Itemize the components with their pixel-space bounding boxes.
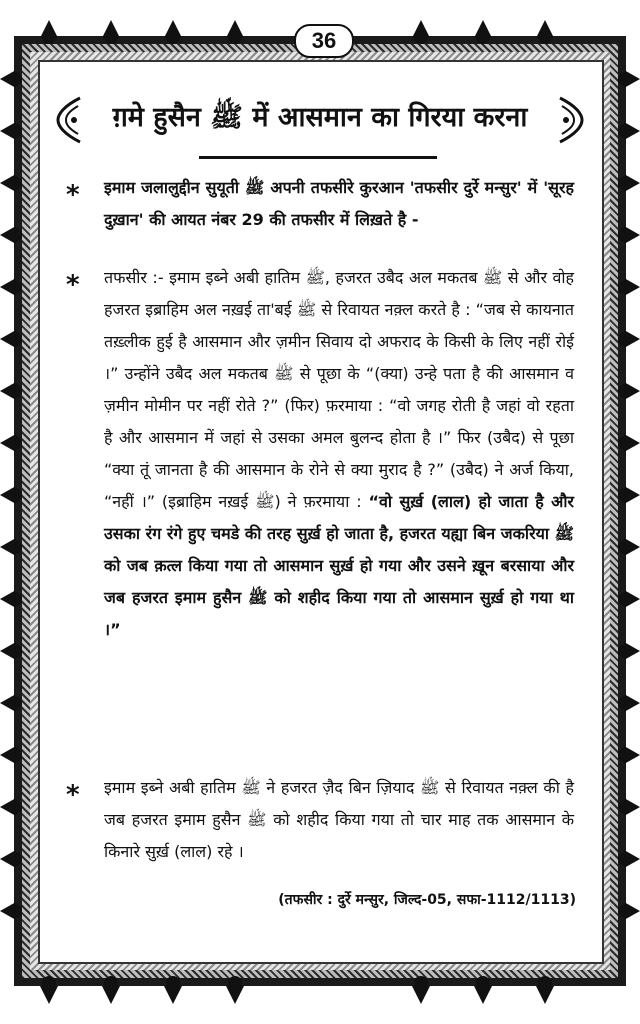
frame-knob <box>618 696 632 710</box>
frame-knob <box>618 488 632 502</box>
paragraph-2 <box>104 262 574 646</box>
left-ornament-icon <box>54 96 84 144</box>
frame-knob <box>618 436 632 450</box>
paragraph-1-text: इमाम जलालुद्दीन सुयूती ﷺ अपनी तफसीरे कुरआन 'तफसीर दुर्रे मन्सुर' में 'सूरह दुख़ान' की आयत नंबर 29 की तफसीर में लिख़ते है - <box>104 178 575 229</box>
bullet-2: * <box>66 270 80 300</box>
frame-knob <box>618 72 632 86</box>
frame-knob <box>618 280 632 294</box>
frame-knob <box>414 30 428 44</box>
paragraph-3 <box>104 772 574 868</box>
frame-knob <box>8 644 22 658</box>
frame-knob <box>618 176 632 190</box>
frame-knob <box>538 30 552 44</box>
frame-knob <box>104 976 118 990</box>
page-number: 36 <box>294 24 354 58</box>
title-block <box>54 92 586 148</box>
frame-knob <box>618 644 632 658</box>
paragraph-2-text: तफसीर :- इमाम इब्ने अबी हातिम ﷺ, हजरत उबैद अल मकतब ﷺ से और वोह हजरत इब्राहिम अल नख़ई ता'बई ﷺ से रिवायत नक़्ल करते है : “जब से कायनात तख़्लीक हुई है आसमान और ज़मीन सिवाय दो अफराद के किसी के लिए नहीं रोई ।” उन्होंने उबैद अल मकतब ﷺ से पूछा के “(क्या) उन्हे पता है की आसमान व ज़मीन मोमीन पर नहीं रोते ?” (फिर) फ़रमाया : “वो जगह रोती है जहां वो रहता है और आसमान में जहां से उसका अमल बुलन्द होता है ।” फिर (उबैद) से पूछा “क्या तूं जानता है की आसमान के रोने से क्या मुराद है ?” (उबैद) ने अर्ज किया, “नहीं ।” (इब्राहिम नख़ई ﷺ) ने फ़रमाया : <box>104 268 574 511</box>
frame-knob <box>618 852 632 866</box>
frame-knob <box>8 592 22 606</box>
frame-knob <box>8 488 22 502</box>
frame-knob <box>618 592 632 606</box>
frame-knob <box>8 72 22 86</box>
frame-knob <box>414 976 428 990</box>
frame-knob <box>618 332 632 346</box>
frame-knob <box>104 30 118 44</box>
frame-knob <box>42 30 56 44</box>
citation: (तफसीर : दुर्रे मन्सुर, जिल्द-05, सफा-1112/1113) <box>278 892 576 908</box>
frame-knob <box>618 228 632 242</box>
frame-knob <box>8 748 22 762</box>
frame-knob <box>8 904 22 918</box>
frame-knob <box>228 976 242 990</box>
frame-knob <box>8 696 22 710</box>
frame-knob <box>8 332 22 346</box>
frame-knob <box>618 124 632 138</box>
frame-knob <box>166 30 180 44</box>
paragraph-3-text: इमाम इब्ने अबी हातिम ﷺ ने हजरत ज़ैद बिन ज़ियाद ﷺ से रिवायत नक़्ल की है जब हजरत इमाम हुसैन ﷺ को शहीद किया गया तो चार माह तक आसमान के किनारे सुर्ख़ (लाल) रहे । <box>104 778 574 861</box>
bullet-3: * <box>66 780 80 810</box>
frame-knob <box>8 176 22 190</box>
frame-knob <box>8 228 22 242</box>
frame-knob <box>8 436 22 450</box>
paragraph-2-bold-quote: “वो सुर्ख़ (लाल) हो जाता है और उसका रंग रंगे हुए चमडे की तरह सुर्ख़ हो जाता है, हजरत यह्या बिन जकरिया ﷺ को जब क़त्ल किया गया तो आसमान सुर्ख़ हो गया और उसने ख़ून बरसाया और जब हजरत इमाम हुसैन ﷺ को शहीद किया गया तो आसमान सुर्ख़ हो गया था ।” <box>104 492 574 639</box>
frame-knob <box>8 852 22 866</box>
frame-knob <box>166 976 180 990</box>
frame-knob <box>8 800 22 814</box>
frame-knob <box>8 384 22 398</box>
frame-knob <box>538 976 552 990</box>
frame-knob <box>618 384 632 398</box>
frame-knob <box>228 30 242 44</box>
right-ornament-icon <box>556 96 586 144</box>
frame-knob <box>618 904 632 918</box>
frame-knob <box>476 30 490 44</box>
paragraph-1 <box>104 172 574 236</box>
frame-knob <box>8 124 22 138</box>
frame-knob <box>476 976 490 990</box>
frame-knob <box>618 540 632 554</box>
frame-knob <box>618 748 632 762</box>
frame-knob <box>8 280 22 294</box>
page-title: ग़मे हुसैन ﷺ में आसमान का गिरया करना <box>112 102 528 133</box>
title-underline <box>199 156 437 159</box>
frame-knob <box>42 976 56 990</box>
bullet-1: * <box>66 180 80 210</box>
frame-knob <box>618 800 632 814</box>
frame-knob <box>8 540 22 554</box>
